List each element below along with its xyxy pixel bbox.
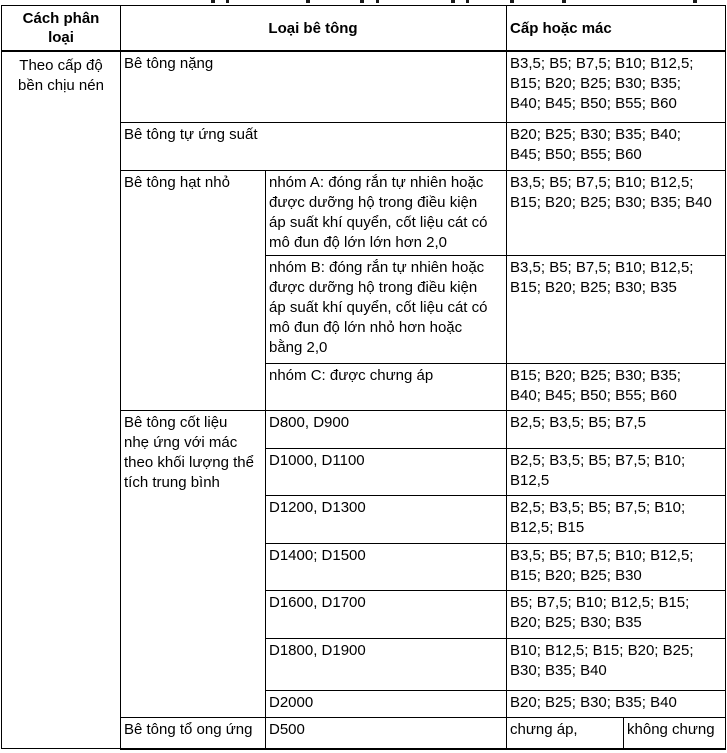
- header-concrete-type: Loại bê tông: [121, 6, 507, 51]
- cell-density-d1800: D1800, D1900: [266, 639, 507, 691]
- cell-density-d2000: D2000: [266, 691, 507, 718]
- cell-density-d800: D800, D900: [266, 411, 507, 449]
- cell-classification-method: Theo cấp độ bền chịu nén: [2, 51, 121, 749]
- cell-grades-prestressed: B20; B25; B30; B35; B40; B45; B50; B55; B60: [507, 123, 726, 171]
- cell-grade-autoclaved: chưng áp,: [507, 718, 624, 749]
- cell-grades-heavy: B3,5; B5; B7,5; B10; B12,5; B15; B20; B25; B30; B35; B40; B45; B50; B55; B60: [507, 51, 726, 123]
- cell-type-heavy: Bê tông nặng: [121, 51, 507, 123]
- cell-grades-d1000: B2,5; B3,5; B5; B7,5; B10; B12,5: [507, 449, 726, 496]
- cell-grades-group-c: B15; B20; B25; B30; B35; B40; B45; B50; B55; B60: [507, 364, 726, 411]
- table-row: [2, 51, 726, 123]
- header-grade: Cấp hoặc mác: [507, 6, 726, 51]
- cell-grades-d1200: B2,5; B3,5; B5; B7,5; B10; B12,5; B15: [507, 496, 726, 544]
- cell-type-fine-grain: Bê tông hạt nhỏ: [121, 171, 266, 411]
- header-classification: Cách phân loại: [2, 6, 121, 51]
- cell-group-b-desc: nhóm B: đóng rắn tự nhiên hoặc được dưỡng hộ trong điều kiện áp suất khí quyển, cốt liệu cát có mô đun độ lớn nhỏ hơn hoặc bằng 2,0: [266, 256, 507, 364]
- concrete-classification-table: [1, 5, 726, 750]
- cell-type-lightweight: Bê tông cốt liệu nhẹ ứng với mác theo khối lượng thể tích trung bình: [121, 411, 266, 718]
- cell-type-cellular: Bê tông tổ ong ứng: [121, 718, 266, 749]
- cell-grade-non-autoclaved: không chưng: [624, 718, 726, 749]
- cell-density-d1200: D1200, D1300: [266, 496, 507, 544]
- cell-density-d1400: D1400; D1500: [266, 544, 507, 591]
- cell-density-d1600: D1600, D1700: [266, 591, 507, 639]
- cell-grades-d800: B2,5; B3,5; B5; B7,5: [507, 411, 726, 449]
- cell-type-prestressed: Bê tông tự ứng suất: [121, 123, 507, 171]
- cell-grades-group-a: B3,5; B5; B7,5; B10; B12,5; B15; B20; B25; B30; B35; B40: [507, 171, 726, 256]
- cell-density-d1000: D1000, D1100: [266, 449, 507, 496]
- cell-grades-d2000: B20; B25; B30; B35; B40: [507, 691, 726, 718]
- cell-group-a-desc: nhóm A: đóng rắn tự nhiên hoặc được dưỡng hộ trong điều kiện áp suất khí quyển, cốt liệu cát có mô đun độ lớn lớn hơn 2,0: [266, 171, 507, 256]
- cell-density-d500: D500: [266, 718, 507, 749]
- cell-grades-group-b: B3,5; B5; B7,5; B10; B12,5; B15; B20; B25; B30; B35: [507, 256, 726, 364]
- cell-grades-d1400: B3,5; B5; B7,5; B10; B12,5; B15; B20; B25; B30: [507, 544, 726, 591]
- cell-grades-d1600: B5; B7,5; B10; B12,5; B15; B20; B25; B30; B35: [507, 591, 726, 639]
- cell-grades-d1800: B10; B12,5; B15; B20; B25; B30; B35; B40: [507, 639, 726, 691]
- table-header-row: [2, 6, 726, 51]
- cell-group-c-desc: nhóm C: được chưng áp: [266, 364, 507, 411]
